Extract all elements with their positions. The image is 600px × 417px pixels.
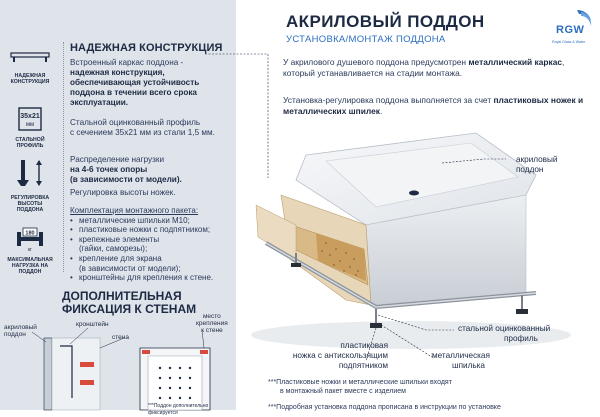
callout-line: шпилька	[452, 361, 485, 370]
fix-title-line: ФИКСАЦИЯ К СТЕНАМ	[62, 302, 197, 316]
callout-line: поддон	[516, 165, 544, 174]
kit-item: • кронштейны для крепления к стене.	[70, 273, 214, 283]
kit-item: • пластиковые ножки с подпятником;	[70, 225, 211, 235]
construction-line: Встроенный каркас поддона -	[70, 58, 184, 67]
kit-item: (в зависимости от модели);	[79, 263, 181, 273]
support-line: Распределение нагрузки	[70, 155, 165, 164]
footnote-line: в монтажный пакет вместе с изделием	[280, 387, 406, 395]
kit-header: Комплектация монтажного пакета:	[70, 206, 199, 215]
logo-tagline: Royal Glass & Water	[552, 40, 586, 44]
profile-icon-caption: СТАЛЬНОЙ ПРОФИЛЬ	[15, 137, 45, 149]
support-line: (в зависимости от модели).	[70, 175, 182, 184]
section-title-construction: НАДЕЖНАЯ КОНСТРУКЦИЯ	[70, 42, 223, 54]
callout-metal-stud	[432, 351, 490, 371]
install-text: Установка-регулировка поддона выполняется за счет	[283, 95, 494, 105]
footnote-manual: ***Подробная установка поддона прописана в инструкции по установке	[268, 404, 501, 411]
page-subtitle: УСТАНОВКА/МОНТАЖ ПОДДОНА	[286, 34, 446, 45]
kit-item: (гайки, саморезы);	[79, 244, 148, 254]
callout-line: пластиковая	[340, 341, 388, 350]
logo-text: RGW	[556, 24, 585, 36]
fix-label-place: место крепления к стене	[196, 313, 228, 334]
callout-line: акриловый	[516, 155, 558, 164]
kit-item: • крепление для экрана	[70, 253, 162, 263]
load-icon-caption: МАКСИМАЛЬНАЯ НАГРУЗКА НА ПОДДОН	[7, 257, 53, 275]
callout-line: ножка с антискользящим	[292, 351, 388, 360]
kit-item: • крепежные элементы	[70, 234, 160, 244]
intro-text: У акрилового душевого поддона предусмотрен	[283, 57, 469, 67]
fix-label-bracket: кронштейн	[76, 321, 109, 328]
fix-label-wall: стена	[112, 334, 129, 341]
profile-line: с сечением 35х21 мм из стали 1,5 мм.	[70, 128, 215, 137]
fix-note: ***Поддон дополнительно фиксируется	[148, 403, 209, 416]
footnote-line: ***Пластиковые ножки и металлические шпильки входят	[268, 379, 452, 386]
install-bold: пластиковых ножек и металлических шпилек	[283, 95, 584, 116]
load-value: 180	[25, 230, 35, 237]
page-title: АКРИЛОВЫЙ ПОДДОН	[286, 12, 485, 31]
callout-line: металлическая	[432, 351, 490, 360]
install-text: .	[379, 106, 383, 116]
load-unit: кг	[27, 247, 33, 253]
callout-plastic-leg	[276, 341, 388, 371]
fix-title-line: ДОПОЛНИТЕЛЬНАЯ	[62, 289, 182, 303]
footnote-kit	[268, 379, 598, 396]
callout-line: подпятником	[338, 361, 388, 370]
fix-label-tray: акриловый поддон	[4, 324, 37, 338]
construction-icon-caption: НАДЕЖНАЯ КОНСТРУКЦИЯ	[10, 73, 50, 85]
callout-steel-profile	[458, 324, 550, 344]
support-line: Регулировка высоты ножек.	[70, 188, 176, 197]
profile-line: Стальной оцинкованный профиль	[70, 118, 201, 127]
intro-text: , который устанавливается на стадии монтажа.	[283, 57, 565, 78]
adjust-icon-caption: РЕГУЛИРОВКА ВЫСОТЫ ПОДДОНА	[10, 195, 50, 213]
profile-size-value: 35x21	[20, 113, 40, 120]
callout-line: профиль	[504, 334, 538, 343]
support-line: на 4-6 точек опоры	[70, 165, 148, 174]
construction-line: обеспечивающая устойчивость	[70, 78, 200, 87]
construction-line: эксплуатации.	[70, 98, 129, 107]
construction-line: надежная конструкция,	[70, 68, 165, 77]
kit-item: • металлические шпильки М10;	[70, 215, 190, 225]
profile-size-unit: мм	[25, 122, 35, 128]
callout-line: стальной оцинкованный	[458, 324, 551, 333]
intro-bold: металлический каркас	[468, 57, 563, 67]
construction-line: поддона в течении всего срока	[70, 88, 197, 97]
callout-acrylic-tray	[516, 155, 558, 175]
